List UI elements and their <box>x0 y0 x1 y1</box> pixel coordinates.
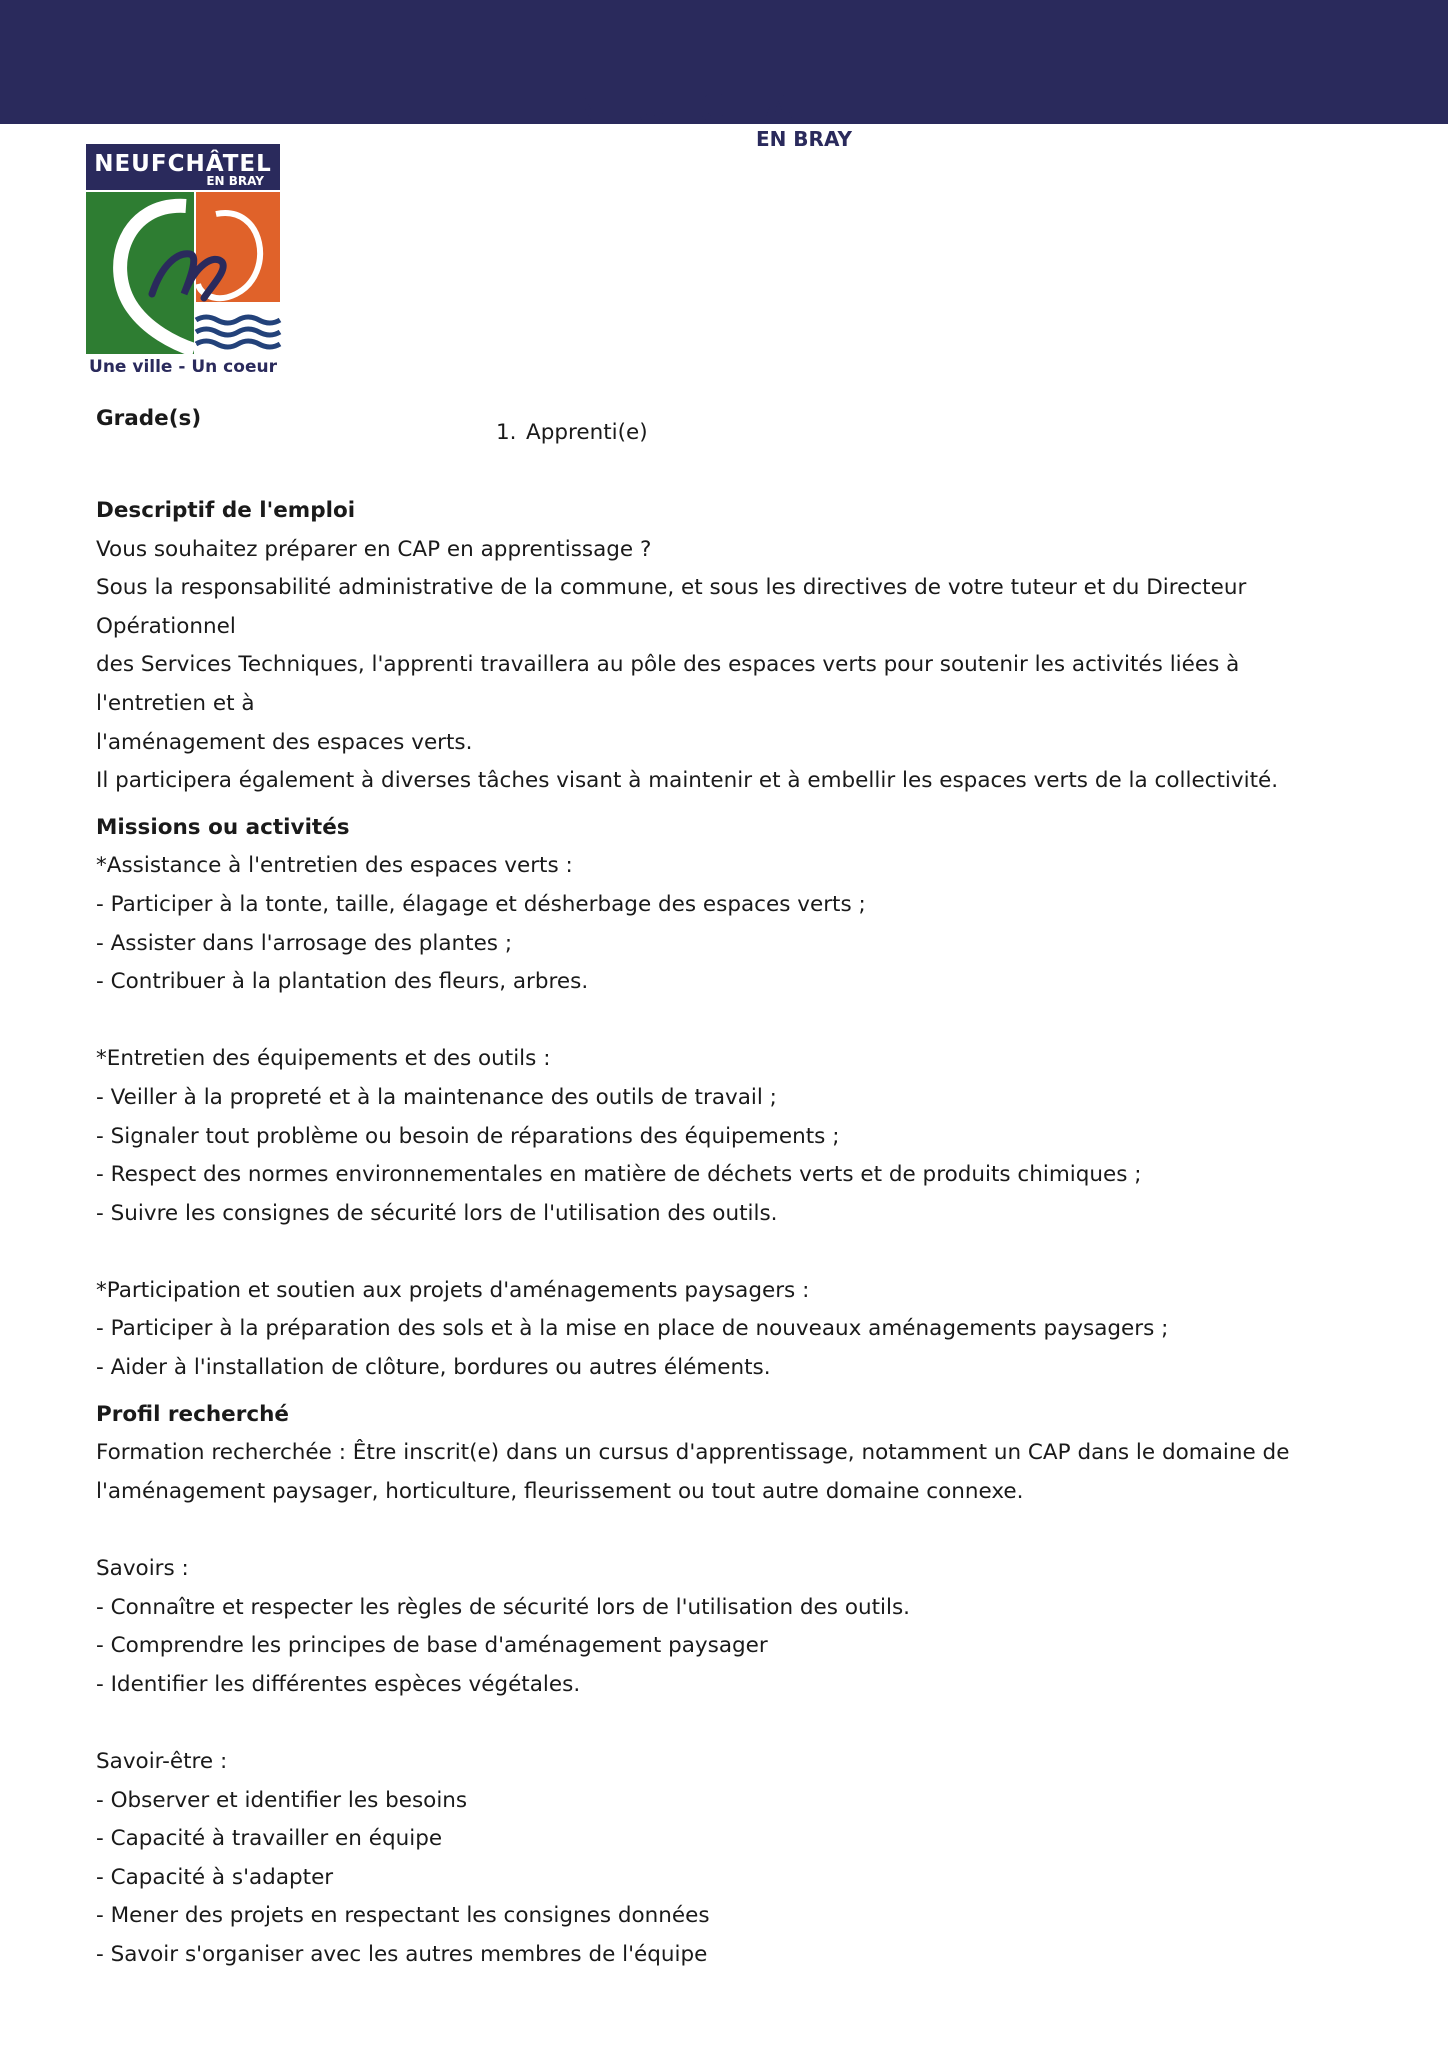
profil-line: - Capacité à s'adapter <box>96 1864 334 1890</box>
descriptif-line: Vous souhaitez préparer en CAP en apprentissage ? <box>96 536 652 562</box>
job-offer-content <box>96 400 1356 1975</box>
profil-line: - Connaître et respecter les règles de sécurité lors de l'utilisation des outils. <box>96 1594 911 1620</box>
logo-bottom-text: EN BRAY <box>206 174 264 188</box>
logo-slogan: Une ville - Un coeur <box>89 357 277 377</box>
grade-list-number: 1. <box>496 420 517 445</box>
missions-line: - Suivre les consignes de sécurité lors de l'utilisation des outils. <box>96 1200 778 1226</box>
missions-line: *Entretien des équipements et des outils : <box>96 1046 551 1072</box>
profil-line: Formation recherchée : Être inscrit(e) dans un cursus d'apprentissage, notamment un CAP dans le domaine de <box>96 1440 1290 1466</box>
profil-line: - Identifier les différentes espèces végétales. <box>96 1671 581 1697</box>
missions-line: - Veiller à la propreté et à la maintenance des outils de travail ; <box>96 1084 777 1110</box>
missions-line: *Participation et soutien aux projets d'aménagements paysagers : <box>96 1277 810 1303</box>
city-logo <box>86 144 280 376</box>
profil-line: - Savoir s'organiser avec les autres membres de l'équipe <box>96 1941 708 1967</box>
grade-list-item <box>496 414 648 453</box>
profil-line: - Capacité à travailler en équipe <box>96 1826 443 1852</box>
grade-value: Apprenti(e) <box>526 420 648 445</box>
header-brand-logo <box>571 87 879 152</box>
missions-line: - Signaler tout problème ou besoin de réparations des équipements ; <box>96 1123 840 1149</box>
missions-line: - Participer à la préparation des sols et à la mise en place de nouveaux aménagements paysagers ; <box>96 1316 1169 1342</box>
profil-line: Savoir-être : <box>96 1749 228 1774</box>
descriptif-line: Sous la responsabilité administrative de la commune, et sous les directives de votre tuteur et du Directeur Opérationnel <box>96 575 1247 639</box>
missions-line: - Aider à l'installation de clôture, bordures ou autres éléments. <box>96 1355 771 1381</box>
profil-line: Savoirs : <box>96 1556 189 1582</box>
missions-line: *Assistance à l'entretien des espaces verts : <box>96 853 573 879</box>
profil-line: - Mener des projets en respectant les consignes données <box>96 1903 710 1929</box>
profil-line: - Observer et identifier les besoins <box>96 1787 468 1813</box>
header-brand-bottom: EN BRAY <box>755 127 852 151</box>
profil-line: l'aménagement paysager, horticulture, fleurissement ou tout autre domaine connexe. <box>96 1478 1024 1504</box>
missions-line: - Contribuer à la plantation des fleurs, arbres. <box>96 969 589 995</box>
missions-title: Missions ou activités <box>96 814 350 840</box>
descriptif-line: des Services Techniques, l'apprenti travaillera au pôle des espaces verts pour soutenir les activités liées à l'entretien et à <box>96 652 1240 716</box>
missions-line: - Respect des normes environnementales en matière de déchets verts et de produits chimiques ; <box>96 1162 1142 1188</box>
descriptif-line: l'aménagement des espaces verts. <box>96 729 473 755</box>
logo-top-text: NEUFCHÂTEL <box>94 151 272 177</box>
profil-line: - Comprendre les principes de base d'aménagement paysager <box>96 1633 768 1659</box>
descriptif-title: Descriptif de l'emploi <box>96 498 356 523</box>
missions-line: - Assister dans l'arrosage des plantes ; <box>96 930 513 956</box>
missions-line: - Participer à la tonte, taille, élagage et désherbage des espaces verts ; <box>96 891 866 917</box>
descriptif-line: Il participera également à diverses tâches visant à maintenir et à embellir les espaces verts de la collectivité. <box>96 768 1279 794</box>
profil-title: Profil recherché <box>96 1401 289 1427</box>
grade-label: Grade(s) <box>96 406 202 431</box>
header-brand-top: NEUFCHATEL <box>571 87 879 131</box>
grade-section <box>96 400 1356 486</box>
